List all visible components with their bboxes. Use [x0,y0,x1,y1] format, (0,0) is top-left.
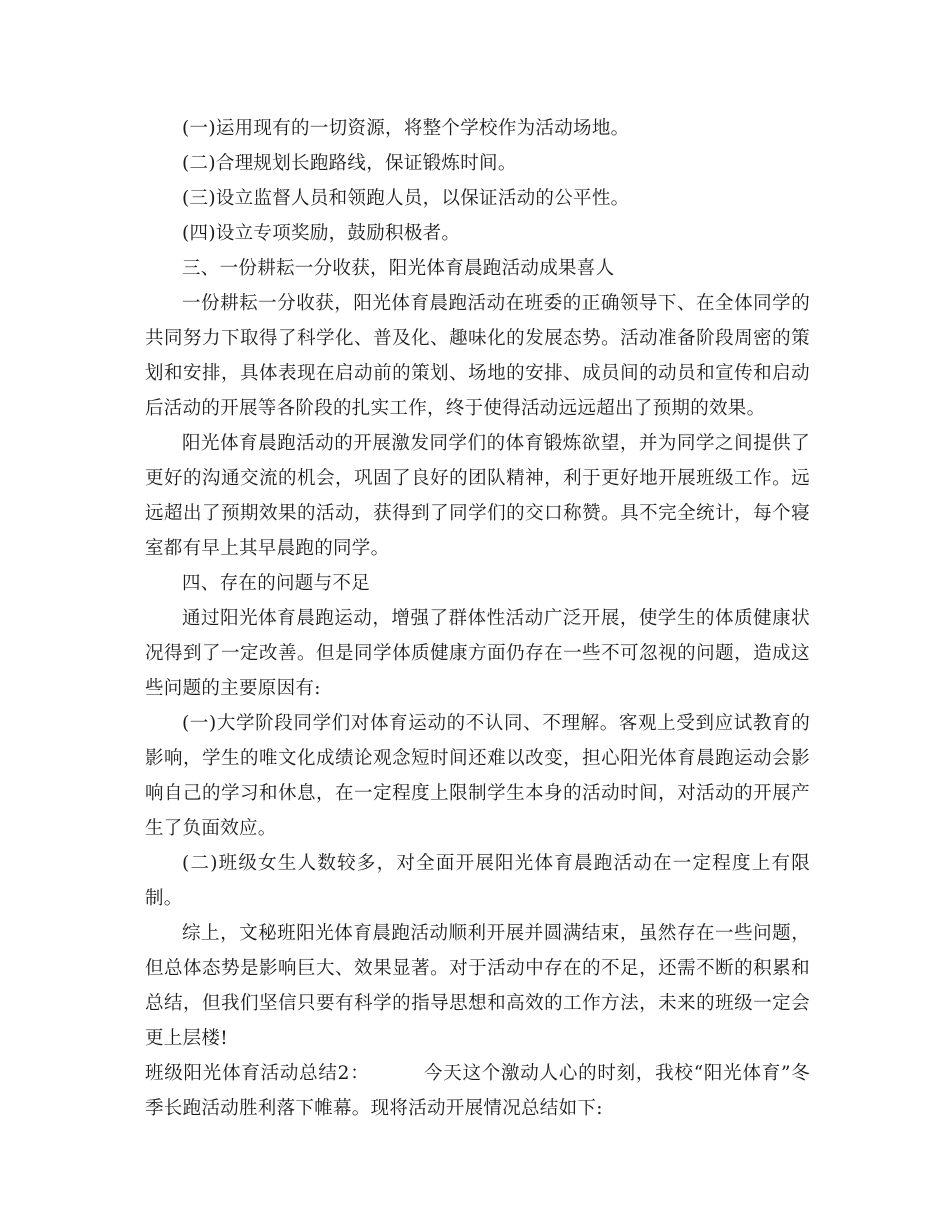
summary-2-label: 班级阳光体育活动总结2： [145,1063,370,1084]
section-heading-3: 三、一份耕耘一分收获，阳光体育晨跑活动成果喜人 [182,258,615,279]
paragraph-conclusion: 综上，文秘班阳光体育晨跑活动顺利开展并圆满结束，虽然存在一些问题，但总体态势是影响巨大、效果显著。对于活动中存在的不足，还需不断的积累和总结，但我们坚信只要有科学的指导思想和高效的工作方法，未来的班级一定会更上层楼! [145,923,810,1049]
section-heading-4: 四、存在的问题与不足 [182,573,371,594]
paragraph-reward: (四)设立专项奖励，鼓励积极者。 [182,223,461,244]
paragraph-resources: (一)运用现有的一切资源，将整个学校作为活动场地。 [182,118,630,139]
paragraph-summary-2 [145,1056,810,1126]
paragraph-route: (二)合理规划长跑路线，保证锻炼时间。 [182,153,517,174]
summary-2-text: 今天这个激动人心的时刻，我校“阳光体育”冬季长跑活动胜利落下帷幕。现将活动开展情况总结如下: [145,1063,811,1119]
paragraph-problem-1: (一)大学阶段同学们对体育运动的不认同、不理解。客观上受到应试教育的影响，学生的唯文化成绩论观念短时间还难以改变，担心阳光体育晨跑运动会影响自己的学习和休息，在一定程度上限制学生本身的活动时间，对活动的开展产生了负面效应。 [145,713,810,839]
paragraph-motivation: 阳光体育晨跑活动的开展激发同学们的体育锻炼欲望，并为同学之间提供了更好的沟通交流的机会，巩固了良好的团队精神，利于更好地开展班级工作。远远超出了预期效果的活动，获得到了同学们的交口称赞。具不完全统计，每个寝室都有早上其早晨跑的同学。 [145,433,810,559]
paragraph-problems-intro: 通过阳光体育晨跑运动，增强了群体性活动广泛开展，使学生的体质健康状况得到了一定改善。但是同学体质健康方面仍存在一些不可忽视的问题，造成这些问题的主要原因有: [145,608,810,699]
paragraph-harvest: 一份耕耘一分收获，阳光体育晨跑活动在班委的正确领导下、在全体同学的共同努力下取得了科学化、普及化、趣味化的发展态势。活动准备阶段周密的策划和安排，具体表现在启动前的策划、场地的安排、成员间的动员和宣传和启动后活动的开展等各阶段的扎实工作，终于使得活动远远超出了预期的效果。 [145,293,810,419]
document-body [145,111,810,1126]
paragraph-problem-2: (二)班级女生人数较多，对全面开展阳光体育晨跑活动在一定程度上有限制。 [145,853,810,909]
paragraph-supervision: (三)设立监督人员和领跑人员，以保证活动的公平性。 [182,188,630,209]
